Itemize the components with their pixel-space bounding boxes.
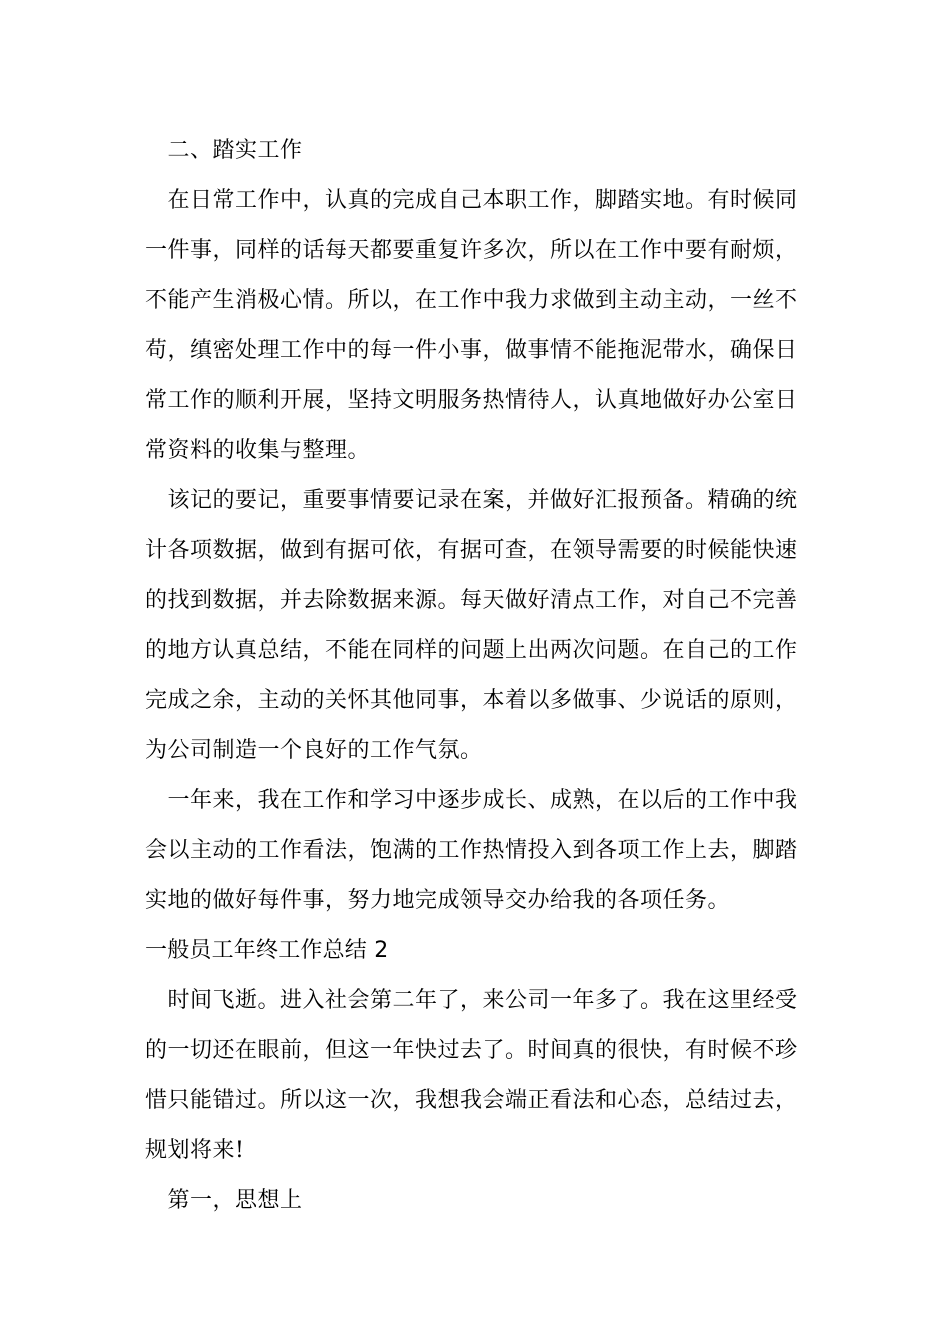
paragraph-line: 会以主动的工作看法，饱满的工作热情投入到各项工作上去，脚踏	[145, 838, 798, 863]
paragraph-line: 时间飞逝。进入社会第二年了，来公司一年多了。我在这里经受	[145, 988, 798, 1013]
paragraph-line: 为公司制造一个良好的工作气氛。	[145, 738, 483, 763]
paragraph-line: 常工作的顺利开展，坚持文明服务热情待人，认真地做好办公室日	[145, 388, 798, 413]
paragraph-line: 的一切还在眼前，但这一年快过去了。时间真的很快，有时候不珍	[145, 1038, 798, 1063]
paragraph-line: 计各项数据，做到有据可依，有据可查，在领导需要的时候能快速	[145, 538, 798, 563]
paragraph-line: 苟，缜密处理工作中的每一件小事，做事情不能拖泥带水，确保日	[145, 338, 798, 363]
paragraph-line: 的找到数据，并去除数据来源。每天做好清点工作，对自己不完善	[145, 588, 798, 613]
section-heading-first-ideology: 第一，思想上	[145, 1188, 303, 1213]
paragraph-line: 的地方认真总结，不能在同样的问题上出两次问题。在自己的工作	[145, 638, 798, 663]
paragraph-line: 实地的做好每件事，努力地完成领导交办给我的各项任务。	[145, 888, 731, 913]
section-heading-diligent-work: 二、踏实工作	[145, 138, 303, 163]
paragraph-line: 不能产生消极心情。所以，在工作中我力求做到主动主动，一丝不	[145, 288, 798, 313]
document-heading-summary-2: 一般员工年终工作总结 2	[145, 938, 389, 963]
paragraph-line: 惜只能错过。所以这一次，我想我会端正看法和心态，总结过去，	[145, 1088, 798, 1113]
paragraph-line: 完成之余，主动的关怀其他同事，本着以多做事、少说话的原则，	[145, 688, 798, 713]
paragraph-line: 一年来，我在工作和学习中逐步成长、成熟，在以后的工作中我	[145, 788, 798, 813]
paragraph-line: 规划将来!	[145, 1138, 245, 1163]
paragraph-line: 在日常工作中，认真的完成自己本职工作，脚踏实地。有时候同	[145, 188, 798, 213]
paragraph-line: 常资料的收集与整理。	[145, 438, 371, 463]
paragraph-line: 一件事，同样的话每天都要重复许多次，所以在工作中要有耐烦，	[145, 238, 798, 263]
paragraph-line: 该记的要记，重要事情要记录在案，并做好汇报预备。精确的统	[145, 488, 798, 513]
